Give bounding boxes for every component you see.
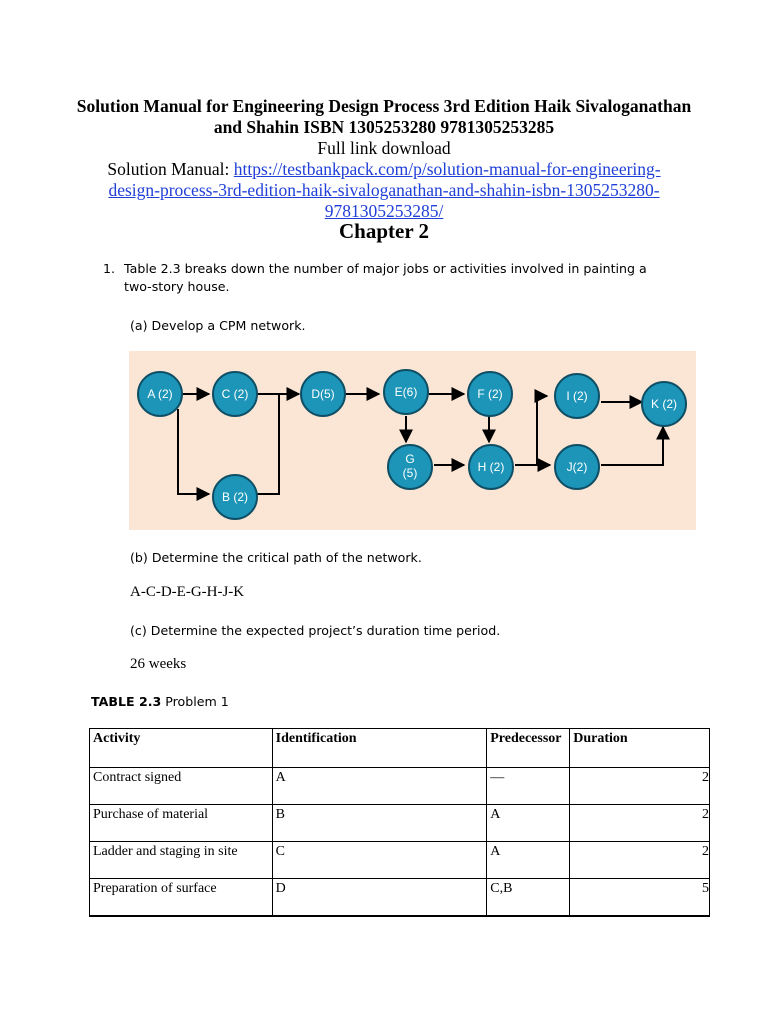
node-f (468, 372, 512, 416)
node-a (138, 372, 182, 416)
question-text-line-2: two-story house. (124, 279, 230, 294)
edge-a-b (178, 409, 209, 494)
question-number: 1. (103, 261, 116, 276)
cell-predecessor: A (487, 805, 570, 842)
cpm-network-svg (129, 351, 696, 530)
node-c (213, 372, 257, 416)
document-title-line-1: Solution Manual for Engineering Design Process 3rd Edition Haik Sivaloganathan (76, 96, 692, 116)
node-k-label: K (2) (650, 397, 678, 411)
part-b-answer: A-C-D-E-G-H-J-K (130, 584, 245, 600)
cell-identification: D (272, 879, 487, 917)
table-row (90, 768, 710, 805)
cell-predecessor: C,B (487, 879, 570, 917)
node-a-label: A (2) (147, 387, 173, 401)
node-f-label: F (2) (477, 387, 503, 401)
solution-manual-link[interactable]: https://testbankpack.com/p/solution-manual-for-engineering- (233, 159, 661, 179)
node-j-label: J(2) (566, 460, 588, 474)
node-b-label: B (2) (221, 490, 249, 504)
cell-duration: 2 (570, 805, 710, 842)
edge-b-d (257, 394, 279, 494)
link-label: Solution Manual: (107, 159, 234, 179)
part-a-prompt: (a) Develop a CPM network. (130, 318, 306, 333)
table-caption-number: TABLE 2.3 (91, 694, 162, 709)
node-j (555, 445, 599, 489)
header-identification: Identification (272, 729, 487, 768)
edge-h-i (515, 396, 547, 465)
table-caption-text: Problem 1 (161, 694, 229, 709)
cell-identification: C (272, 842, 487, 879)
cell-predecessor: — (487, 768, 570, 805)
download-subtitle: Full link download (317, 138, 451, 158)
node-b (213, 475, 257, 519)
cell-activity: Purchase of material (90, 805, 273, 842)
node-g-label-line-2: (5) (402, 466, 418, 480)
cpm-network-diagram (129, 351, 696, 530)
cell-activity: Ladder and staging in site (90, 842, 273, 879)
edge-j-k (601, 427, 663, 465)
header-duration: Duration (570, 729, 710, 768)
node-e (384, 370, 428, 414)
solution-manual-link-cont-1[interactable]: design-process-3rd-edition-haik-sivaloganathan-and-shahin-isbn-1305253280- (108, 180, 660, 200)
cell-activity: Contract signed (90, 768, 273, 805)
node-i-label: I (2) (566, 389, 588, 403)
part-c-answer: 26 weeks (130, 656, 187, 672)
node-d (301, 372, 345, 416)
node-h-label: H (2) (477, 460, 505, 474)
document-header (60, 96, 708, 222)
table-row (90, 842, 710, 879)
cell-predecessor: A (487, 842, 570, 879)
activity-table (89, 728, 710, 917)
table-row (90, 805, 710, 842)
table-row (90, 879, 710, 917)
node-d-label: D(5) (311, 387, 335, 401)
document-title-line-2: and Shahin ISBN 1305253280 9781305253285 (213, 117, 555, 137)
node-g (388, 445, 432, 489)
node-h (469, 445, 513, 489)
cell-identification: B (272, 805, 487, 842)
node-e-label: E(6) (394, 385, 418, 399)
node-g-label-line-1: G (405, 452, 415, 466)
question-text-line-1: Table 2.3 breaks down the number of major jobs or activities involved in painting a (124, 261, 647, 276)
part-b-prompt: (b) Determine the critical path of the network. (130, 550, 422, 565)
node-c-label: C (2) (221, 387, 249, 401)
header-predecessor: Predecessor (487, 729, 570, 768)
cell-duration: 2 (570, 842, 710, 879)
table-caption (91, 694, 229, 709)
cell-duration: 5 (570, 879, 710, 917)
node-k (642, 382, 686, 426)
solution-manual-link-cont-2[interactable]: 9781305253285/ (324, 201, 444, 221)
cell-duration: 2 (570, 768, 710, 805)
table-header-row (90, 729, 710, 768)
cell-identification: A (272, 768, 487, 805)
solution-manual-link-line-1 (60, 159, 708, 180)
header-activity: Activity (90, 729, 273, 768)
cell-activity: Preparation of surface (90, 879, 273, 917)
node-i (555, 374, 599, 418)
part-c-prompt: (c) Determine the expected project’s duration time period. (130, 623, 501, 638)
chapter-heading: Chapter 2 (338, 219, 430, 243)
